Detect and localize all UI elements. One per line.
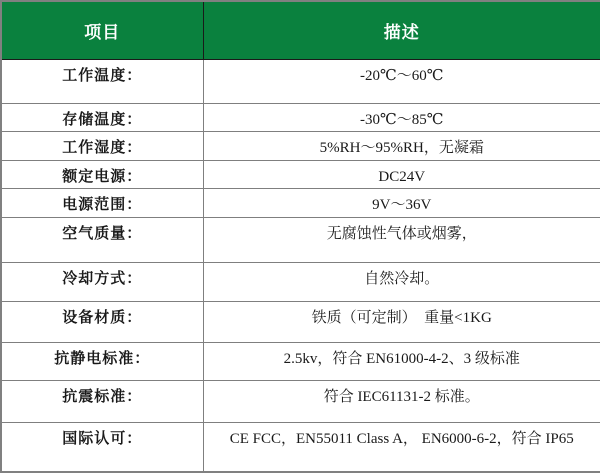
- spec-row-storage-temp: [1, 103, 600, 131]
- row-label: 抗震标准：: [1, 380, 203, 422]
- row-label: 设备材质：: [1, 301, 203, 342]
- spec-row-air-quality: [1, 218, 600, 263]
- row-label: 冷却方式：: [1, 263, 203, 301]
- spec-row-rated-power: [1, 160, 600, 188]
- row-value: -30℃～85℃: [203, 103, 600, 131]
- row-value: 无腐蚀性气体或烟雾，: [203, 218, 600, 263]
- row-label: 工作湿度：: [1, 131, 203, 160]
- spec-row-certifications: [1, 423, 600, 472]
- row-label: 空气质量：: [1, 218, 203, 263]
- row-value: 铁质（可定制） 重量<1KG: [203, 301, 600, 342]
- row-value: -20℃～60℃: [203, 59, 600, 103]
- header-cell-item: 项目: [1, 1, 203, 59]
- header-row: [1, 1, 600, 59]
- row-label: 工作温度：: [1, 59, 203, 103]
- row-value: 自然冷却。: [203, 263, 600, 301]
- table-header: [1, 1, 600, 59]
- row-label: 电源范围：: [1, 189, 203, 218]
- row-value: 5%RH～95%RH，无凝霜: [203, 131, 600, 160]
- spec-row-humidity: [1, 131, 600, 160]
- spec-row-operating-temp: [1, 59, 600, 103]
- header-cell-desc: 描述: [203, 1, 600, 59]
- table-body: [1, 59, 600, 472]
- row-value: 符合 IEC61131-2 标准。: [203, 380, 600, 422]
- row-value: 2.5kv，符合 EN61000-4-2、3 级标准: [203, 342, 600, 380]
- spec-row-vibration-standard: [1, 380, 600, 422]
- spec-row-material: [1, 301, 600, 342]
- row-label: 抗静电标准：: [1, 342, 203, 380]
- spec-row-esd-standard: [1, 342, 600, 380]
- row-value: DC24V: [203, 160, 600, 188]
- row-label: 存储温度：: [1, 103, 203, 131]
- row-label: 国际认可：: [1, 423, 203, 472]
- spec-row-cooling: [1, 263, 600, 301]
- spec-row-power-range: [1, 189, 600, 218]
- row-value: CE FCC，EN55011 Class A， EN6000-6-2，符合 IP65: [203, 423, 600, 472]
- row-label: 额定电源：: [1, 160, 203, 188]
- row-value: 9V～36V: [203, 189, 600, 218]
